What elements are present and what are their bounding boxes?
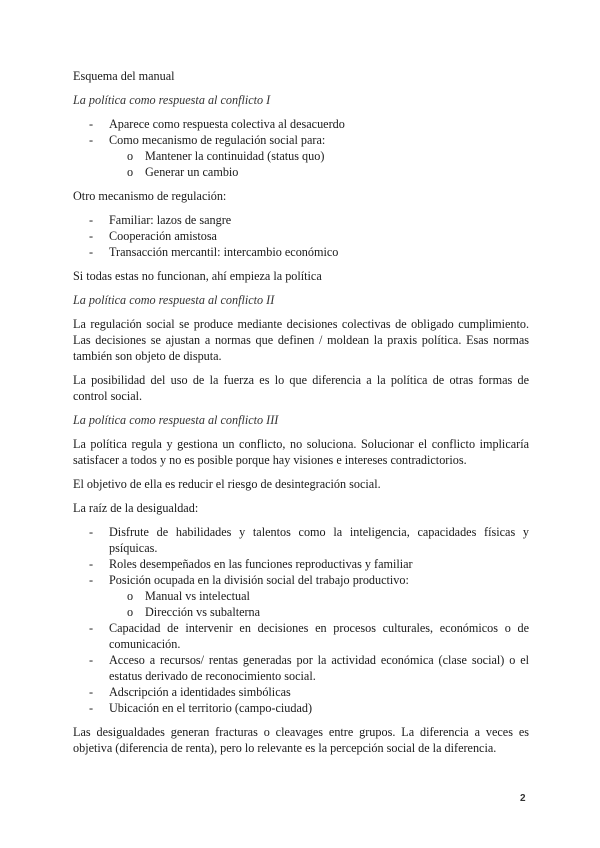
sublist-item: o Mantener la continuidad (status quo) [127,149,325,163]
section-3-paragraph-2: El objetivo de ella es reducir el riesgo de desintegración social. [73,477,381,491]
dash-marker: - [89,653,94,667]
other-mechanism-list [73,212,529,260]
dash-marker: - [89,229,94,243]
bullet-marker: o [127,589,134,603]
list-item: - Roles desempeñados en las funciones reproductivas y familiar [89,557,413,571]
section-3-paragraph-3: La raíz de la desigualdad: [73,501,199,515]
dash-marker: - [89,573,94,587]
dash-marker: - [89,621,94,635]
section-2-heading: La política como respuesta al conflicto II [73,293,275,307]
sublist [109,588,529,620]
list-item: - Acceso a recursos/ rentas generadas por la actividad económica (clase social) o el estatus derivado de reconocimiento social. [89,653,529,683]
dash-marker: - [89,557,94,571]
dash-marker: - [89,685,94,699]
sublist-item: o Manual vs intelectual [127,589,250,603]
section-1-closing: Si todas estas no funcionan, ahí empieza la política [73,269,322,283]
list-item: - Ubicación en el territorio (campo-ciudad) [89,701,313,715]
list-item: - Adscripción a identidades simbólicas [89,685,291,699]
section-3-paragraph-1: La política regula y gestiona un conflicto, no soluciona. Solucionar el conflicto implicaría satisfacer a todos y no es posible porque hay visiones e intereses contradictorios. [73,437,529,467]
other-mechanism-label: Otro mecanismo de regulación: [73,189,227,203]
list-item: - Familiar: lazos de sangre [89,213,232,227]
section-1-heading: La política como respuesta al conflicto I [73,93,271,107]
dash-marker: - [89,245,94,259]
list-item: - Capacidad de intervenir en decisiones en procesos culturales, económicos o de comunicación. [89,621,529,651]
list-item: - Posición ocupada en la división social del trabajo productivo: o Manual vs intelectual o Dirección vs subalterna [73,572,529,620]
list-item: - Como mecanismo de regulación social para: o Mantener la continuidad (status quo) o Generar un cambio [73,132,529,180]
section-1-list [73,116,529,180]
bullet-marker: o [127,605,134,619]
sublist-item: o Dirección vs subalterna [127,605,261,619]
dash-marker: - [89,133,94,147]
inequality-list [73,524,529,716]
sublist-item: o Generar un cambio [127,165,239,179]
section-2-paragraph-1: La regulación social se produce mediante decisiones colectivas de obligado cumplimiento. Las decisiones se ajustan a normas que definen / moldean la praxis política. Esas normas también son objeto de disputa. [73,317,529,363]
list-item: - Aparece como respuesta colectiva al desacuerdo [89,117,345,131]
page-number: 2 [520,793,526,804]
bullet-marker: o [127,165,134,179]
bullet-marker: o [127,149,134,163]
section-3-heading: La política como respuesta al conflicto III [73,413,279,427]
list-item: - Cooperación amistosa [89,229,217,243]
list-item: - Transacción mercantil: intercambio económico [89,245,339,259]
list-item: - Disfrute de habilidades y talentos como la inteligencia, capacidades físicas y psíquicas. [89,525,529,555]
document-title: Esquema del manual [73,69,175,83]
dash-marker: - [89,701,94,715]
section-2-paragraph-2: La posibilidad del uso de la fuerza es lo que diferencia a la política de otras formas de control social. [73,373,529,403]
sublist [109,148,529,180]
dash-marker: - [89,525,94,539]
section-3-paragraph-4: Las desigualdades generan fracturas o cleavages entre grupos. La diferencia a veces es objetiva (diferencia de renta), pero lo relevante es la percepción social de la diferencia. [73,725,529,755]
dash-marker: - [89,117,94,131]
document-page [73,68,529,764]
dash-marker: - [89,213,94,227]
